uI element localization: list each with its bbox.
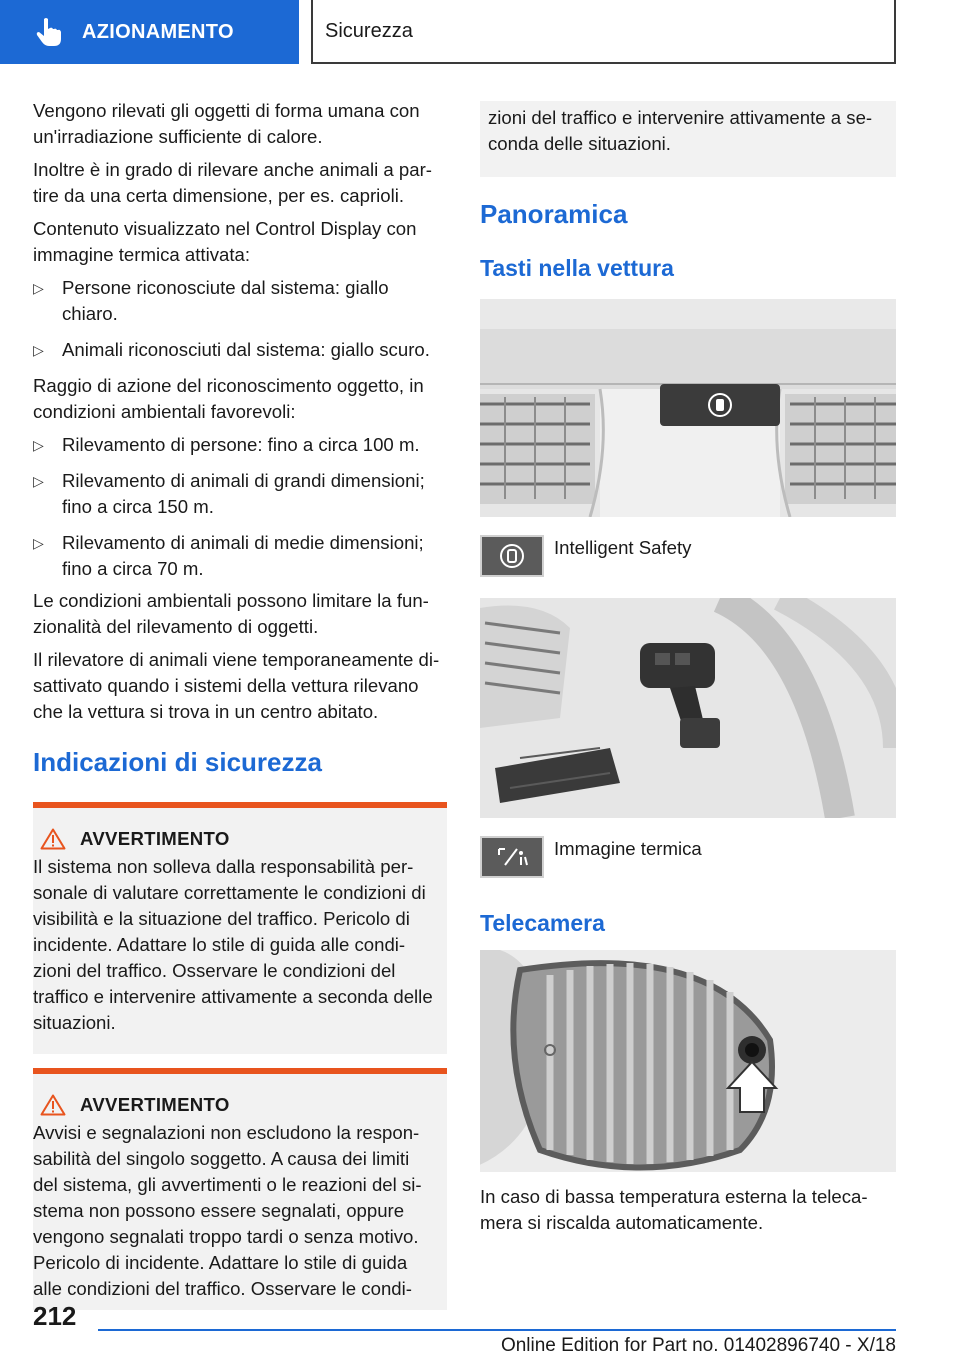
dashboard-buttons-image [480, 299, 896, 517]
section-title: Sicurezza [311, 0, 896, 64]
triangle-bullet-icon: ▷ [33, 535, 44, 551]
warning-triangle-icon [40, 1094, 66, 1116]
triangle-bullet-icon: ▷ [33, 437, 44, 453]
triangle-bullet-icon: ▷ [33, 473, 44, 489]
display-list [33, 275, 447, 363]
safety-heading: Indicazioni di sicurezza [33, 747, 322, 777]
triangle-bullet-icon: ▷ [33, 280, 44, 296]
paragraph: Contenuto visualizzato nel Control Display con immagine termica attivata: [33, 218, 417, 265]
warning-box [33, 802, 447, 1054]
list-item: ▷ Rilevamento di persone: fino a circa 100 m. [33, 432, 447, 458]
warning-text: Il sistema non solleva dalla responsabilità per-sonale di valutare correttamente le condizioni di visibilità e la situazione del traffico. Pericolo di incidente. Adattare lo stile di guida alle condi-zioni del traffico. Osservare le condizioni del traffico e intervenire attivamente a seconda delle situazioni. [33, 856, 433, 1033]
paragraph: Inoltre è in grado di rilevare anche animali a par-tire da una certa dimensione, per es. caprioli. [33, 159, 432, 206]
camera-text: In caso di bassa temperatura esterna la teleca-mera si riscalda automaticamente. [480, 1186, 868, 1233]
overview-heading: Panoramica [480, 199, 628, 229]
warning-label: AVVERTIMENTO [80, 828, 230, 849]
grille-camera-image [480, 950, 896, 1172]
warning-triangle-icon [40, 828, 66, 850]
chapter-tab[interactable] [0, 0, 299, 64]
triangle-bullet-icon: ▷ [33, 342, 44, 358]
left-column [33, 98, 447, 1324]
footer-divider [98, 1329, 896, 1331]
warning-text: Avvisi e segnalazioni non escludono la respon-sabilità del singolo soggetto. A causa dei limiti del sistema, gli avvertimenti o le reazioni del si-stema non possono essere segnalati, oppure vengono segnalati troppo tardi o senza motivo. Pericolo di incidente. Adattare lo stile di guida alle condizioni del traffico. Osservare le condi- [33, 1122, 422, 1299]
chapter-label: AZIONAMENTO [82, 20, 234, 43]
hand-pointer-icon [36, 17, 62, 47]
edition-text: Online Edition for Part no. 01402896740 - X/18 [500, 1335, 896, 1356]
page-number: 212 [33, 1301, 77, 1331]
right-column [480, 101, 896, 177]
paragraph: Raggio di azione del riconoscimento oggetto, in condizioni ambientali favorevoli: [33, 375, 424, 422]
steering-column-image [480, 598, 896, 818]
warning-label: AVVERTIMENTO [80, 1094, 230, 1115]
thermal-image-caption: Immagine termica [554, 838, 702, 859]
list-item: ▷ Persone riconosciute dal sistema: giallo chiaro. [33, 277, 389, 324]
range-list [33, 432, 447, 582]
list-item: ▷ Animali riconosciuti dal sistema: giallo scuro. [33, 337, 447, 363]
camera-heading: Telecamera [480, 910, 605, 936]
warning-box [33, 1068, 447, 1310]
thermal-image-button-icon [480, 836, 544, 878]
paragraph: Il rilevatore di animali viene temporaneamente di-sattivato quando i sistemi della vettura rilevano che la vettura si trova in un centro abitato. [33, 649, 440, 722]
list-item: ▷ Rilevamento di animali di medie dimensioni; fino a circa 70 m. [33, 532, 424, 579]
buttons-heading: Tasti nella vettura [480, 255, 674, 281]
paragraph: Le condizioni ambientali possono limitare la fun-zionalità del rilevamento di oggetti. [33, 590, 429, 637]
intelligent-safety-caption: Intelligent Safety [554, 537, 692, 558]
list-item: ▷ Rilevamento di animali di grandi dimensioni; fino a circa 150 m. [33, 470, 425, 517]
paragraph: Vengono rilevati gli oggetti di forma umana con un'irradiazione sufficiente di calore. [33, 100, 420, 147]
intelligent-safety-button-icon [480, 535, 544, 577]
warning-continuation: zioni del traffico e intervenire attivamente a se-conda delle situazioni. [480, 101, 896, 177]
